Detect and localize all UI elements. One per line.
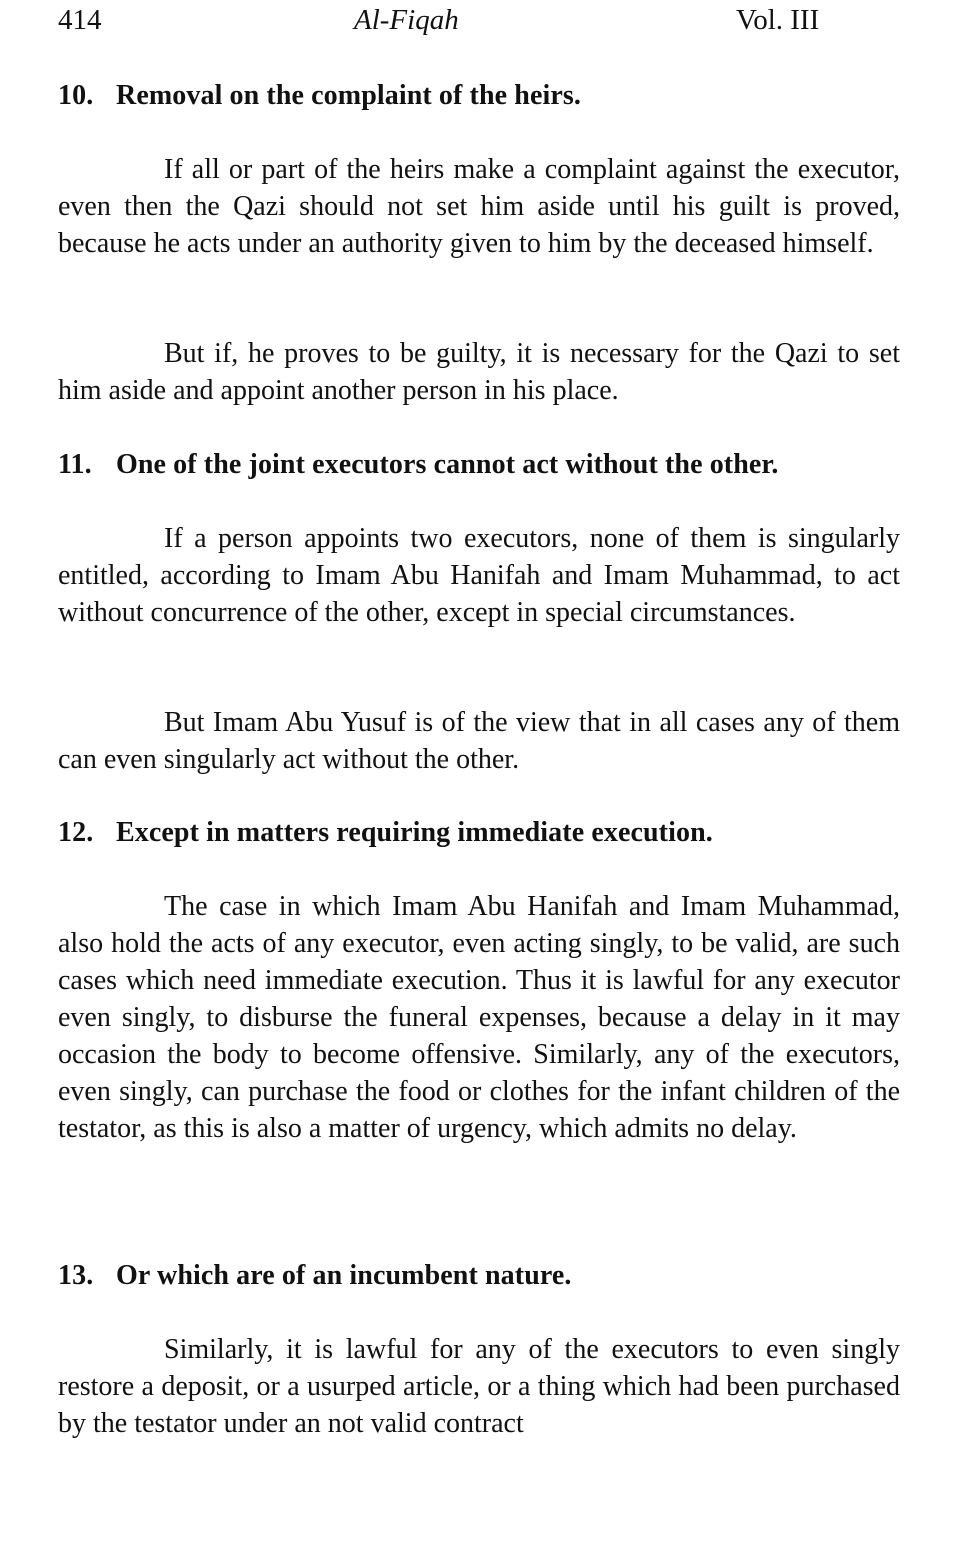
body-paragraph: But if, he proves to be guilty, it is necessary for the Qazi to set him aside and appoint another person in his place. [58,338,900,406]
section-heading [58,77,900,114]
book-title: Al-Fiqah [354,4,459,36]
section-number: 12. [58,817,94,848]
section-number: 11. [58,449,92,480]
page-number: 414 [58,4,102,36]
body-paragraph: But Imam Abu Yusuf is of the view that in all cases any of them can even singularly act without the other. [58,707,900,775]
body-paragraph: If a person appoints two executors, none of them is singularly entitled, according to Imam Abu Hanifah and Imam Muhammad, to act without concurrence of the other, except in special circumstances. [58,523,900,628]
body-paragraph: Similarly, it is lawful for any of the executors to even singly restore a deposit, or a usurped article, or a thing which had been purchased by the testator under an not valid contract [58,1334,900,1439]
section-title: Except in matters requiring immediate execution. [116,817,713,848]
section-title: One of the joint executors cannot act without the other. [116,449,779,480]
volume-label: Vol. III [736,4,820,36]
section-heading [58,446,900,483]
body-paragraph: If all or part of the heirs make a complaint against the executor, even then the Qazi should not set him aside until his guilt is proved, because he acts under an authority given to him by the deceased himself. [58,154,900,259]
section-heading [58,1257,900,1294]
running-header [58,0,900,44]
section-heading [58,814,900,851]
section-number: 10. [58,80,94,111]
section-title: Or which are of an incumbent nature. [116,1260,572,1291]
body-paragraph: The case in which Imam Abu Hanifah and Imam Muhammad, also hold the acts of any executor, even acting singly, to be valid, are such cases which need immediate execution. Thus it is lawful for any executor even singly, to disburse the funeral expenses, because a delay in it may occasion the body to become offensive. Similarly, any of the executors, even singly, can purchase the food or clothes for the infant children of the testator, as this is also a matter of urgency, which admits no delay. [58,891,900,1144]
section-number: 13. [58,1260,94,1291]
book-page [58,0,900,1439]
section-title: Removal on the complaint of the heirs. [116,80,581,111]
